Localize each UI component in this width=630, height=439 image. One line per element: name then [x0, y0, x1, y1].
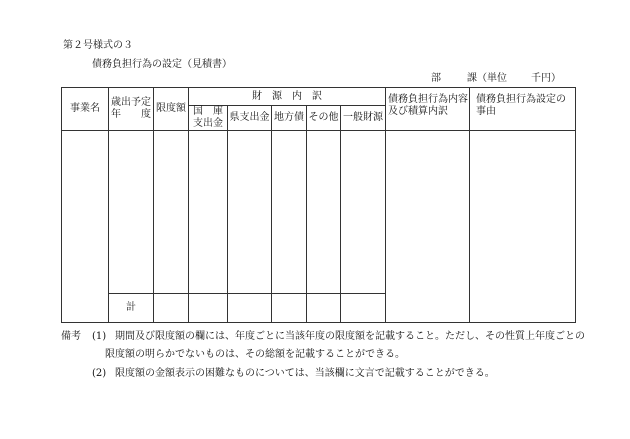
note-2-number: (2) [92, 368, 107, 379]
col-divider-8 [385, 87, 386, 323]
header-funding-breakdown: 財 源 内 訳 [252, 90, 322, 102]
header-bottom-border [61, 130, 575, 131]
header-general-revenue: 一般財源 [343, 112, 383, 123]
dept-label: 部 [431, 73, 441, 84]
table-right-border [575, 87, 576, 323]
form-number: 第２号様式の３ [63, 40, 133, 51]
note-1-line-2: 限度額の明らかでないものは、その総額を記載することができる。 [105, 349, 405, 360]
unit-label: 千円） [531, 73, 561, 84]
section-unit-label: 課（単位 [467, 73, 507, 84]
header-prefecture-disbursement: 県支出金 [229, 112, 270, 123]
notes-label: 備考 [61, 331, 81, 342]
col-divider-7 [340, 105, 341, 323]
header-fiscal-year: 歳出予定 年 度 [111, 97, 151, 120]
header-obligation-content: 債務負担行為内容 及び積算内訳 [388, 94, 468, 117]
header-national-treasury: 国 庫 支出金 [193, 106, 223, 129]
note-1-number: (1) [92, 331, 107, 342]
note-2-line-1: 限度額の金額表示の困難なものについては、当該欄に文言で記載することができる。 [115, 368, 495, 379]
header-local-bond: 地方債 [274, 112, 304, 123]
total-row-label: 計 [126, 302, 136, 313]
header-limit-amount: 限度額 [156, 103, 186, 114]
table-bottom-border [61, 322, 575, 323]
col-divider-5 [271, 105, 272, 323]
document-title: 債務負担行為の設定（見積書） [92, 59, 232, 70]
col-divider-4 [227, 105, 228, 323]
col-divider-9 [469, 87, 470, 323]
header-obligation-reason: 債務負担行為設定の 事由 [476, 94, 566, 117]
header-business-name: 事業名 [70, 103, 100, 114]
note-1-line-1: 期間及び限度額の欄には、年度ごとに当該年度の限度額を記載すること。ただし、その性質上年度ごとの [115, 331, 585, 342]
header-other: その他 [308, 112, 339, 123]
col-divider-6 [306, 105, 307, 323]
